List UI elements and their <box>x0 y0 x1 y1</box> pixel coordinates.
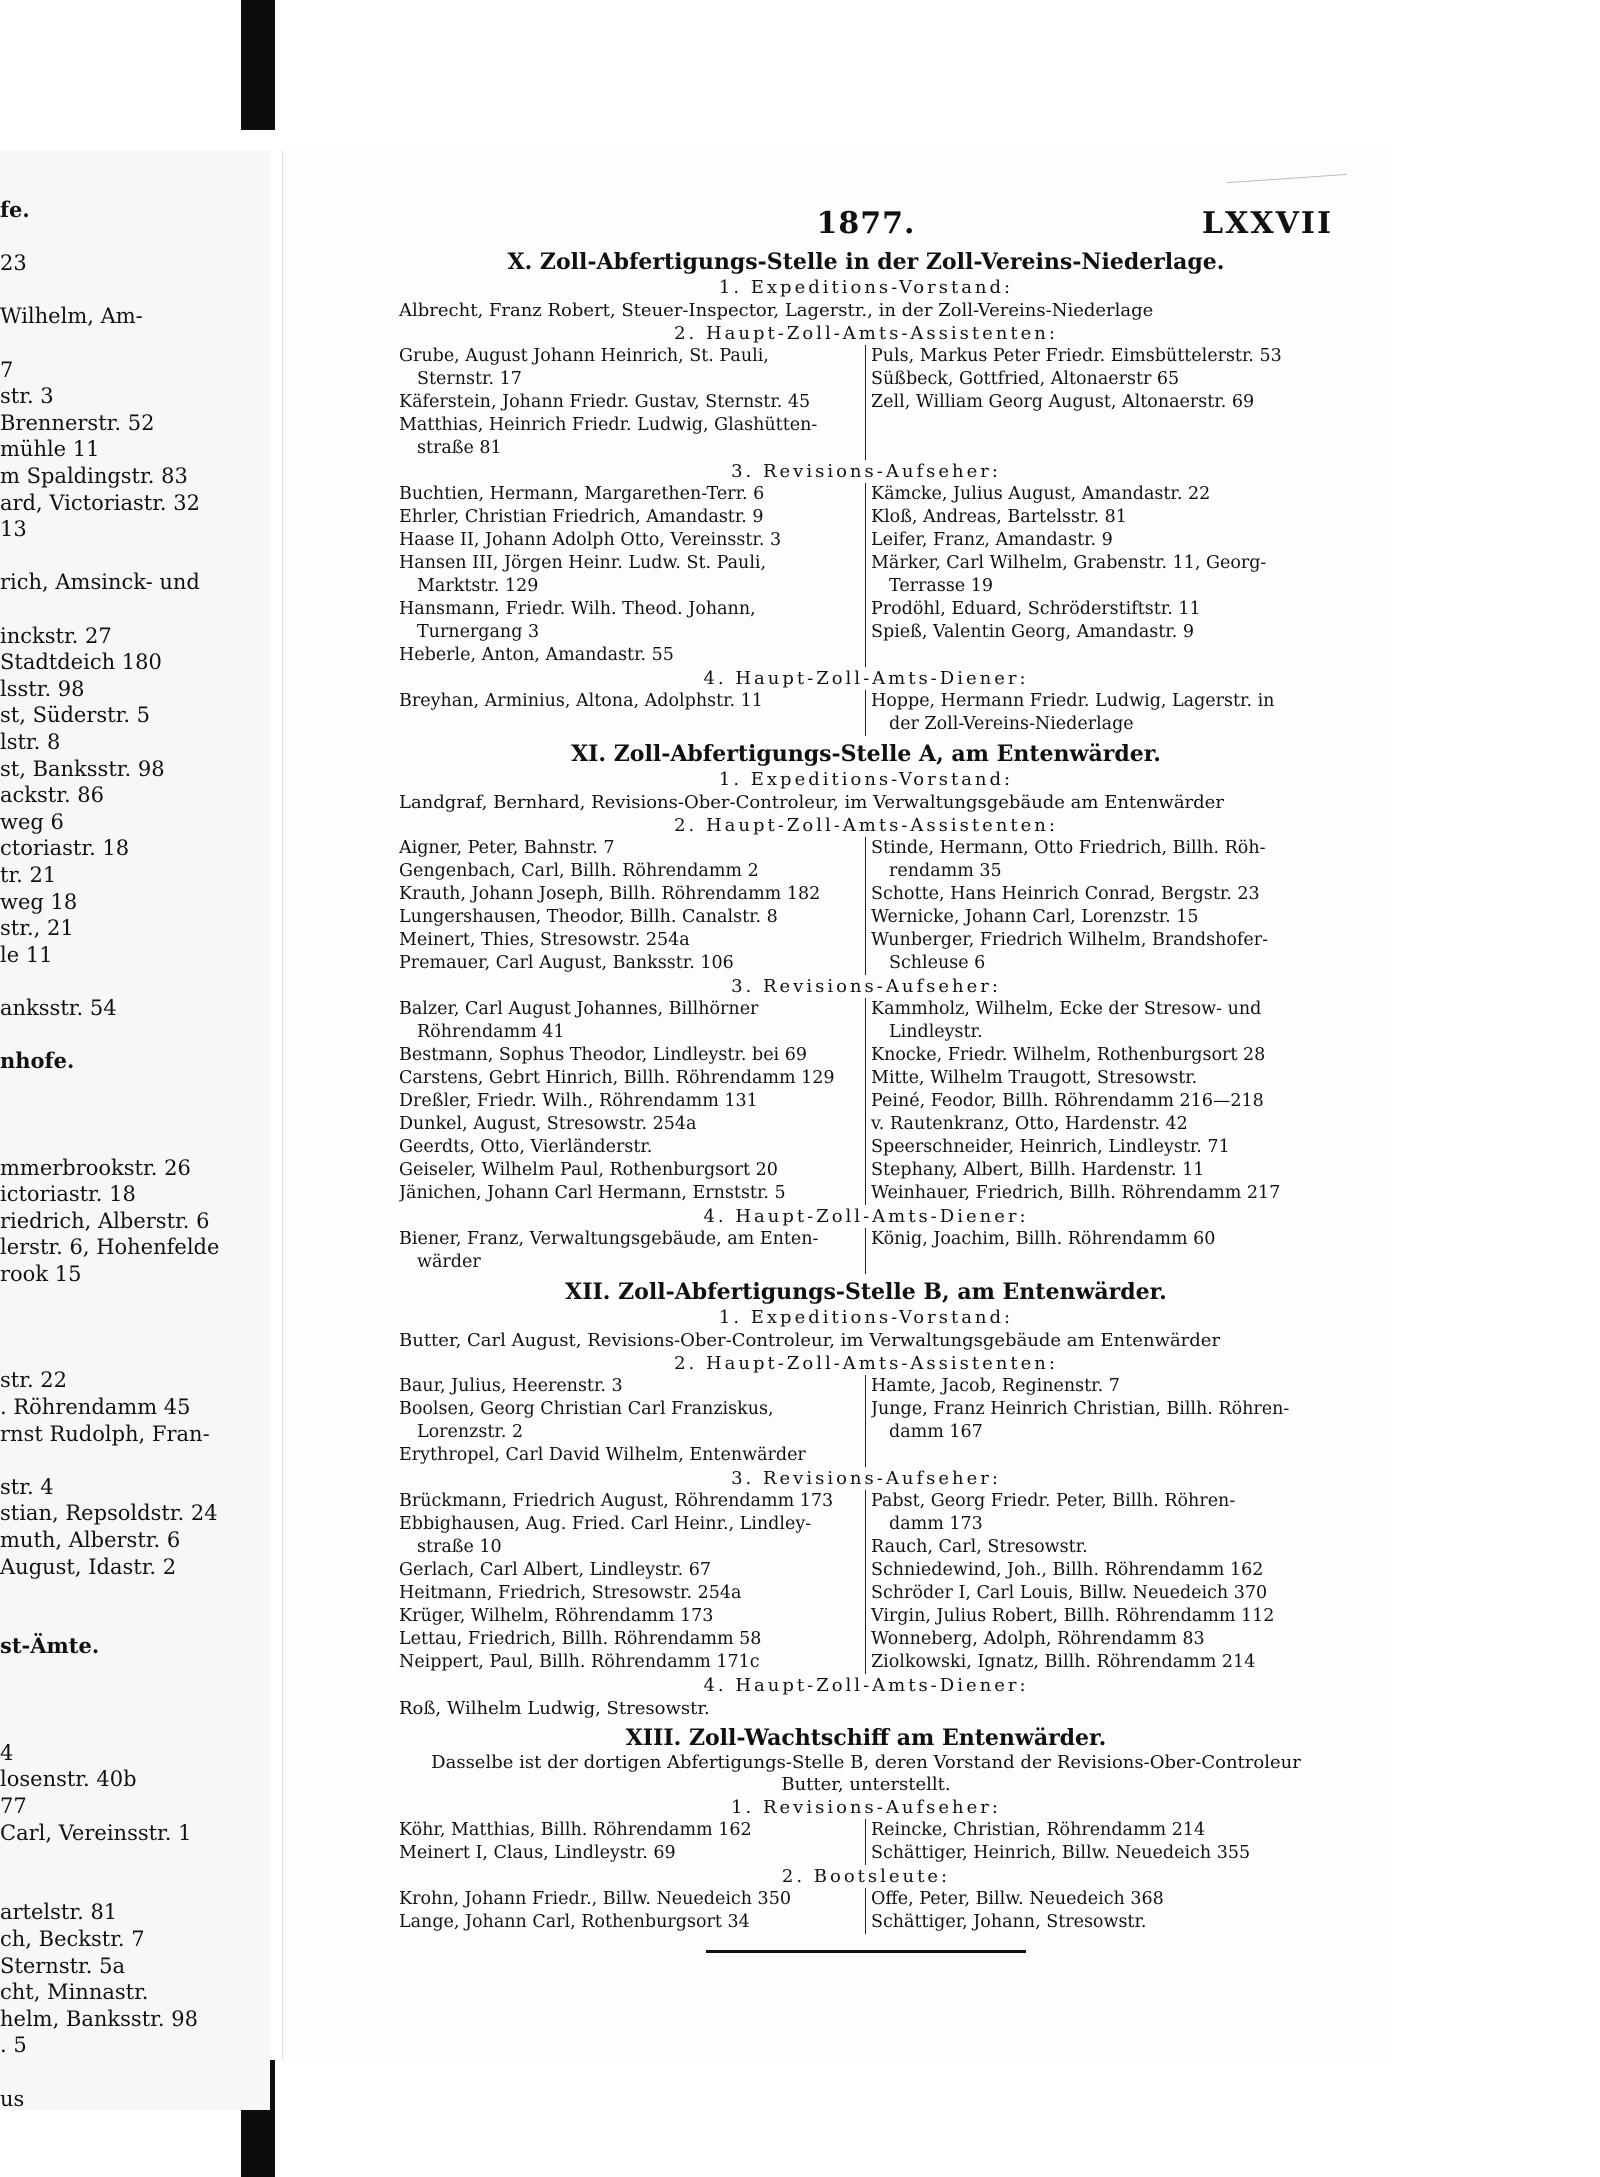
left-page-line: rich, Amsinck- und <box>0 570 200 595</box>
column-left <box>399 345 866 460</box>
left-page-line: mühle 11 <box>0 437 100 462</box>
section-title: XIII. Zoll-Wachtschiff am Entenwärder. <box>625 1725 1107 1751</box>
entry-line: damm 173 <box>889 1514 983 1534</box>
entry-line: Puls, Markus Peter Friedr. Eimsbüttelerstr. 53 <box>871 346 1282 366</box>
left-page-line: str., 21 <box>0 916 74 941</box>
sections-container <box>399 248 1333 1934</box>
entry-full: Landgraf, Bernhard, Revisions-Ober-Controleur, im Verwaltungsgebäude am Entenwärder <box>399 792 1224 813</box>
left-page-line: st-Ämte. <box>0 1633 100 1659</box>
entry-line: Biener, Franz, Verwaltungsgebäude, am Enten- <box>399 1229 819 1249</box>
entry-line: Baur, Julius, Heerenstr. 3 <box>399 1376 623 1396</box>
left-page-line: August, Idastr. 2 <box>0 1554 177 1579</box>
entry-line: Schättiger, Heinrich, Billw. Neuedeich 355 <box>871 1843 1251 1863</box>
two-column-list <box>399 483 1333 667</box>
group-heading: 2. Bootsleute: <box>781 1866 951 1887</box>
end-rule <box>706 1950 1026 1953</box>
entry-line: Zell, William Georg August, Altonaerstr. 69 <box>871 392 1255 412</box>
entry-line: Stinde, Hermann, Otto Friedrich, Billh. Röh- <box>871 838 1266 858</box>
left-page-line: str. 22 <box>0 1368 68 1393</box>
entry-line: Balzer, Carl August Johannes, Billhörner <box>399 999 759 1019</box>
group-heading: 2. Haupt-Zoll-Amts-Assistenten: <box>674 815 1058 836</box>
two-column-list <box>399 1888 1333 1934</box>
left-page-line: . Röhrendamm 45 <box>0 1395 191 1419</box>
left-page-line: tr. 21 <box>0 863 57 887</box>
entry-line: Mitte, Wilhelm Traugott, Stresowstr. <box>871 1068 1198 1088</box>
entry-line: Köhr, Matthias, Billh. Röhrendamm 162 <box>399 1820 752 1840</box>
left-page-line: rnst Rudolph, Fran- <box>0 1421 210 1446</box>
entry-line: Sternstr. 17 <box>417 369 522 389</box>
left-page-line: Stadtdeich 180 <box>0 650 162 675</box>
entry-line: Hansmann, Friedr. Wilh. Theod. Johann, <box>399 599 756 619</box>
left-page-line: st, Süderstr. 5 <box>0 703 151 728</box>
entry-line: Lungershausen, Theodor, Billh. Canalstr. 8 <box>399 907 778 927</box>
entry-line: Stephany, Albert, Billh. Hardenstr. 11 <box>871 1160 1205 1180</box>
entry-line: Hansen III, Jörgen Heinr. Ludw. St. Pauli, <box>399 553 767 573</box>
group-heading: 1. Expeditions-Vorstand: <box>718 1307 1014 1328</box>
page-content <box>399 206 1333 1953</box>
entry-line: Schröder I, Carl Louis, Billw. Neuedeich 370 <box>871 1583 1268 1603</box>
group-heading: 1. Expeditions-Vorstand: <box>718 277 1014 298</box>
group-heading: 3. Revisions-Aufseher: <box>731 1468 1001 1489</box>
entry-line: Marktstr. 129 <box>417 576 539 596</box>
group-heading: 3. Revisions-Aufseher: <box>731 461 1001 482</box>
entry-line: Reincke, Christian, Röhrendamm 214 <box>871 1820 1206 1840</box>
left-page-line: 13 <box>0 517 27 542</box>
entry-line: Krohn, Johann Friedr., Billw. Neuedeich 350 <box>399 1889 791 1909</box>
entry-line: Terrasse 19 <box>889 576 993 596</box>
group-heading: 3. Revisions-Aufseher: <box>731 976 1001 997</box>
group-heading: 1. Expeditions-Vorstand: <box>718 769 1014 790</box>
entry-line: v. Rautenkranz, Otto, Hardenstr. 42 <box>871 1114 1188 1134</box>
section <box>399 740 1333 1274</box>
entry-line: der Zoll-Vereins-Niederlage <box>889 714 1134 734</box>
entry-line: Meinert I, Claus, Lindleystr. 69 <box>399 1843 676 1863</box>
left-page-line: artelstr. 81 <box>0 1900 118 1925</box>
entry-line: Dunkel, August, Stresowstr. 254a <box>399 1114 697 1134</box>
section <box>399 1278 1333 1720</box>
column-left <box>399 837 866 975</box>
entry-line: Offe, Peter, Billw. Neuedeich 368 <box>871 1889 1164 1909</box>
column-right <box>866 345 1333 460</box>
entry-line: Buchtien, Hermann, Margarethen-Terr. 6 <box>399 484 765 504</box>
column-right <box>866 1888 1333 1934</box>
entry-line: Schleuse 6 <box>889 953 986 973</box>
left-page-line: nhofe. <box>0 1048 75 1074</box>
section <box>399 248 1333 736</box>
entry-line: Käferstein, Johann Friedr. Gustav, Sternstr. 45 <box>399 392 811 412</box>
left-page-line: Carl, Vereinsstr. 1 <box>0 1820 192 1845</box>
group-heading: 4. Haupt-Zoll-Amts-Diener: <box>703 1206 1029 1227</box>
entry-line: Boolsen, Georg Christian Carl Franziskus, <box>399 1399 774 1419</box>
left-page-line: str. 4 <box>0 1474 54 1499</box>
left-page-line: helm, Banksstr. 98 <box>0 2006 198 2031</box>
column-left <box>399 1819 866 1865</box>
two-column-list <box>399 345 1333 460</box>
section-note: Dasselbe ist der dortigen Abfertigungs-Stelle B, deren Vorstand der Revisions-Ober-Controleur <box>431 1752 1301 1773</box>
left-page-line: le 11 <box>0 942 53 967</box>
entry-line: Matthias, Heinrich Friedr. Ludwig, Glashütten- <box>399 415 818 435</box>
column-right <box>866 690 1333 736</box>
group-heading: 4. Haupt-Zoll-Amts-Diener: <box>703 1675 1029 1696</box>
entry-line: Schotte, Hans Heinrich Conrad, Bergstr. 23 <box>871 884 1260 904</box>
left-page-line: inckstr. 27 <box>0 623 112 648</box>
left-page-line: rook 15 <box>0 1262 82 1286</box>
left-page-line: mmerbrookstr. 26 <box>0 1155 191 1180</box>
entry-full: Albrecht, Franz Robert, Steuer-Inspector, Lagerstr., in der Zoll-Vereins-Niederlage <box>399 300 1154 321</box>
entry-line: Speerschneider, Heinrich, Lindleystr. 71 <box>871 1137 1230 1157</box>
section-title: XI. Zoll-Abfertigungs-Stelle A, am Entenwärder. <box>571 741 1161 767</box>
left-page-line: weg 18 <box>0 889 78 914</box>
left-page-line: muth, Alberstr. 6 <box>0 1528 181 1552</box>
entry-line: Märker, Carl Wilhelm, Grabenstr. 11, Georg- <box>871 553 1267 573</box>
entry-line: Dreßler, Friedr. Wilh., Röhrendamm 131 <box>399 1091 758 1111</box>
left-page-line: lstr. 8 <box>0 730 61 754</box>
entry-line: Aigner, Peter, Bahnstr. 7 <box>399 838 615 858</box>
entry-line: Hoppe, Hermann Friedr. Ludwig, Lagerstr. in <box>871 691 1275 711</box>
entry-line: Peiné, Feodor, Billh. Röhrendamm 216—218 <box>871 1091 1264 1111</box>
group-heading: 4. Haupt-Zoll-Amts-Diener: <box>703 668 1029 689</box>
left-page-line: str. 3 <box>0 384 54 409</box>
left-page-fragment <box>0 150 270 2110</box>
entry-line: Prodöhl, Eduard, Schröderstiftstr. 11 <box>871 599 1201 619</box>
entry-line: Kloß, Andreas, Bartelsstr. 81 <box>871 507 1127 527</box>
column-right <box>866 483 1333 667</box>
entry-line: Grube, August Johann Heinrich, St. Pauli, <box>399 346 769 366</box>
left-page-line: 7 <box>0 357 14 382</box>
section-note: Butter, unterstellt. <box>781 1774 951 1795</box>
left-page-line: anksstr. 54 <box>0 996 117 1020</box>
entry-line: Röhrendamm 41 <box>417 1022 565 1042</box>
entry-line: Haase II, Johann Adolph Otto, Vereinsstr. 3 <box>399 530 782 550</box>
entry-line: straße 81 <box>417 438 502 458</box>
entry-line: straße 10 <box>417 1537 502 1557</box>
column-left <box>399 1490 866 1674</box>
directory-page <box>282 150 1391 2060</box>
left-page-line: riedrich, Alberstr. 6 <box>0 1208 210 1233</box>
entry-line: Krauth, Johann Joseph, Billh. Röhrendamm 182 <box>399 884 821 904</box>
two-column-list <box>399 1375 1333 1467</box>
section-title: X. Zoll-Abfertigungs-Stelle in der Zoll-Vereins-Niederlage. <box>507 249 1225 275</box>
left-page-line: stian, Repsoldstr. 24 <box>0 1501 218 1526</box>
page-number: LXXVII <box>1202 206 1333 241</box>
entry-line: Erythropel, Carl David Wilhelm, Entenwärder <box>399 1445 806 1465</box>
entry-line: Leifer, Franz, Amandastr. 9 <box>871 530 1113 550</box>
two-column-list <box>399 1819 1333 1865</box>
left-page-line: Wilhelm, Am- <box>0 304 143 329</box>
column-right <box>866 837 1333 975</box>
entry-line: Geerdts, Otto, Vierländerstr. <box>399 1137 653 1157</box>
entry-line: Kammholz, Wilhelm, Ecke der Stresow- und <box>871 999 1262 1019</box>
column-right <box>866 1228 1333 1274</box>
left-page-line: ctoriastr. 18 <box>0 836 130 861</box>
entry-line: Heitmann, Friedrich, Stresowstr. 254a <box>399 1583 742 1603</box>
entry-line: Ziolkowski, Ignatz, Billh. Röhrendamm 214 <box>871 1652 1256 1672</box>
entry-line: Rauch, Carl, Stresowstr. <box>871 1537 1088 1557</box>
entry-line: Spieß, Valentin Georg, Amandastr. 9 <box>871 622 1194 642</box>
entry-line: Wunberger, Friedrich Wilhelm, Brandshofer- <box>871 930 1268 950</box>
left-page-line: lerstr. 6, Hohenfelde <box>0 1235 220 1260</box>
column-right <box>866 1819 1333 1865</box>
entry-line: Ehrler, Christian Friedrich, Amandastr. 9 <box>399 507 764 527</box>
entry-line: Gerlach, Carl Albert, Lindleystr. 67 <box>399 1560 711 1580</box>
entry-line: rendamm 35 <box>889 861 1002 881</box>
group-heading: 1. Revisions-Aufseher: <box>731 1797 1001 1818</box>
page-year: 1877. <box>816 206 916 241</box>
column-left <box>399 483 866 667</box>
column-left <box>399 690 866 736</box>
column-left <box>399 1375 866 1467</box>
entry-line: Geiseler, Wilhelm Paul, Rothenburgsort 20 <box>399 1160 778 1180</box>
left-page-line: us <box>0 2086 25 2110</box>
section-title: XII. Zoll-Abfertigungs-Stelle B, am Entenwärder. <box>565 1279 1167 1305</box>
left-page-line: losenstr. 40b <box>0 1767 137 1792</box>
entry-line: Hamte, Jacob, Reginenstr. 7 <box>871 1376 1120 1396</box>
entry-line: Knocke, Friedr. Wilhelm, Rothenburgsort 28 <box>871 1045 1266 1065</box>
left-page-line: m Spaldingstr. 83 <box>0 464 188 488</box>
entry-line: Schniedewind, Joh., Billh. Röhrendamm 162 <box>871 1560 1264 1580</box>
entry-line: Kämcke, Julius August, Amandastr. 22 <box>871 484 1211 504</box>
section <box>399 1724 1333 1934</box>
entry-line: Jänichen, Johann Carl Hermann, Ernststr. 5 <box>399 1183 786 1203</box>
entry-line: Pabst, Georg Friedr. Peter, Billh. Röhren- <box>871 1491 1236 1511</box>
entry-line: Breyhan, Arminius, Altona, Adolphstr. 11 <box>399 691 763 711</box>
two-column-list <box>399 1490 1333 1674</box>
entry-line: damm 167 <box>889 1422 983 1442</box>
left-page-line: 4 <box>0 1740 14 1765</box>
entry-line: Lorenzstr. 2 <box>417 1422 524 1442</box>
left-page-line: fe. <box>0 197 30 222</box>
left-page-line: Brennerstr. 52 <box>0 410 155 435</box>
two-column-list <box>399 998 1333 1205</box>
entry-line: Süßbeck, Gottfried, Altonaerstr 65 <box>871 369 1180 389</box>
entry-line: Bestmann, Sophus Theodor, Lindleystr. bei 69 <box>399 1045 807 1065</box>
entry-line: Weinhauer, Friedrich, Billh. Röhrendamm 217 <box>871 1183 1281 1203</box>
entry-line: Heberle, Anton, Amandastr. 55 <box>399 645 674 665</box>
entry-line: Gengenbach, Carl, Billh. Röhrendamm 2 <box>399 861 759 881</box>
group-heading: 2. Haupt-Zoll-Amts-Assistenten: <box>674 323 1058 344</box>
entry-line: Lindleystr. <box>889 1022 983 1042</box>
left-page-line: . 5 <box>0 2033 27 2058</box>
column-right <box>866 998 1333 1205</box>
entry-line: wärder <box>417 1252 481 1272</box>
left-page-line: lsstr. 98 <box>0 676 85 701</box>
entry-line: Lettau, Friedrich, Billh. Röhrendamm 58 <box>399 1629 762 1649</box>
entry-line: Junge, Franz Heinrich Christian, Billh. Röhren- <box>871 1399 1290 1419</box>
left-page-line: ackstr. 86 <box>0 783 105 808</box>
page-header <box>399 206 1333 244</box>
two-column-list <box>399 690 1333 736</box>
group-heading: 2. Haupt-Zoll-Amts-Assistenten: <box>674 1353 1058 1374</box>
entry-line: Meinert, Thies, Stresowstr. 254a <box>399 930 690 950</box>
left-page-line: 77 <box>0 1794 27 1818</box>
entry-line: Premauer, Carl August, Banksstr. 106 <box>399 953 734 973</box>
entry-line: Schättiger, Johann, Stresowstr. <box>871 1912 1147 1932</box>
entry-line: Ebbighausen, Aug. Fried. Carl Heinr., Lindley- <box>399 1514 812 1534</box>
left-page-line: ch, Beckstr. 7 <box>0 1927 145 1951</box>
page-fold-mark <box>1227 174 1347 183</box>
column-right <box>866 1490 1333 1674</box>
column-right <box>866 1375 1333 1467</box>
entry-line: Virgin, Julius Robert, Billh. Röhrendamm 112 <box>871 1606 1275 1626</box>
left-page-line: ard, Victoriastr. 32 <box>0 490 201 515</box>
entry-line: Brückmann, Friedrich August, Röhrendamm 173 <box>399 1491 834 1511</box>
entry-line: Krüger, Wilhelm, Röhrendamm 173 <box>399 1606 714 1626</box>
left-page-line: cht, Minnastr. <box>0 1980 149 2005</box>
left-page-line: ictoriastr. 18 <box>0 1182 136 1207</box>
column-left <box>399 998 866 1205</box>
left-page-line: st, Banksstr. 98 <box>0 756 165 781</box>
left-page-line: Sternstr. 5a <box>0 1953 125 1978</box>
entry-line: Wernicke, Johann Carl, Lorenzstr. 15 <box>871 907 1199 927</box>
column-left <box>399 1888 866 1934</box>
left-page-line: weg 6 <box>0 809 64 834</box>
gutter-bar-top <box>241 0 275 130</box>
left-page-line: 23 <box>0 251 27 276</box>
entry-full: Roß, Wilhelm Ludwig, Stresowstr. <box>399 1698 710 1719</box>
entry-line: König, Joachim, Billh. Röhrendamm 60 <box>871 1229 1216 1249</box>
entry-line: Turnergang 3 <box>417 622 540 642</box>
entry-full: Butter, Carl August, Revisions-Ober-Controleur, im Verwaltungsgebäude am Entenwärder <box>399 1330 1221 1351</box>
two-column-list <box>399 1228 1333 1274</box>
two-column-list <box>399 837 1333 975</box>
entry-line: Wonneberg, Adolph, Röhrendamm 83 <box>871 1629 1205 1649</box>
entry-line: Lange, Johann Carl, Rothenburgsort 34 <box>399 1912 750 1932</box>
column-left <box>399 1228 866 1274</box>
entry-line: Neippert, Paul, Billh. Röhrendamm 171c <box>399 1652 760 1672</box>
entry-line: Carstens, Gebrt Hinrich, Billh. Röhrendamm 129 <box>399 1068 835 1088</box>
